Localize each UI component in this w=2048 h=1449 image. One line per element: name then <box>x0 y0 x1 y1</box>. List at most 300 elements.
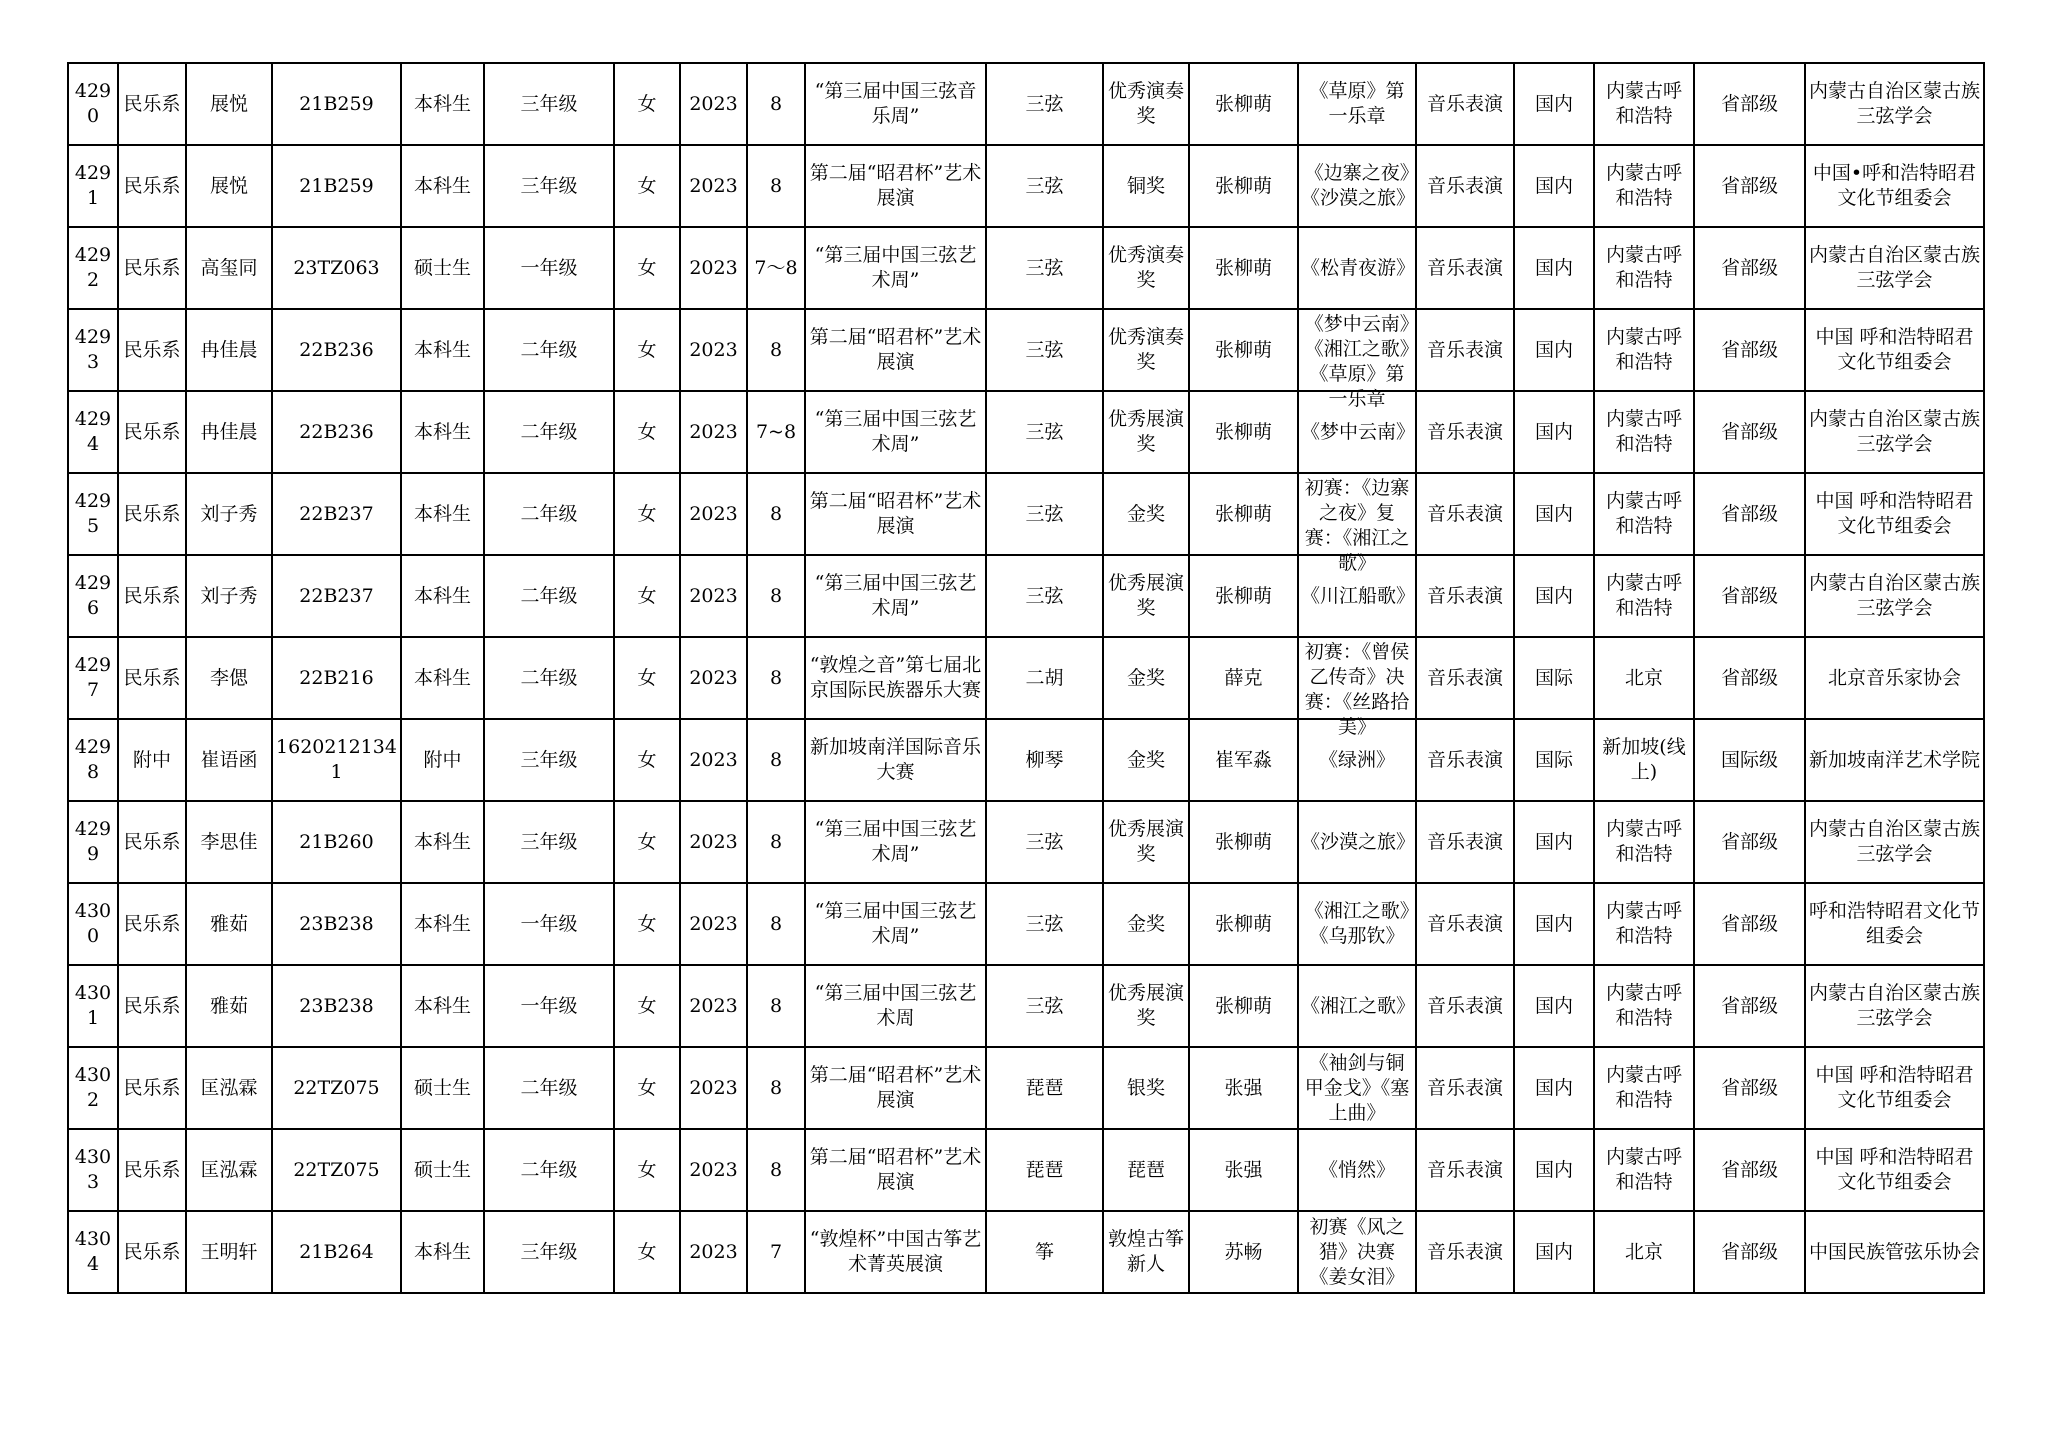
teacher-cell <box>1189 555 1298 637</box>
instrument-text: 琵琶 <box>1025 1158 1064 1181</box>
rank-text: 省部级 <box>1720 994 1778 1017</box>
degree-level-cell <box>401 883 484 965</box>
student-id-text: 22TZ075 <box>293 1076 380 1099</box>
gender-text: 女 <box>637 748 657 771</box>
organizer-cell <box>1805 883 1984 965</box>
rank-text: 省部级 <box>1720 1158 1778 1181</box>
grade-text: 二年级 <box>520 1158 578 1181</box>
category-text: 音乐表演 <box>1426 502 1503 525</box>
record-number-text: 4296 <box>74 572 112 619</box>
award-text: 优秀演奏奖 <box>1107 80 1184 127</box>
teacher-text: 张柳萌 <box>1214 338 1272 361</box>
category-cell <box>1416 309 1514 391</box>
record-number-cell <box>68 719 118 801</box>
organizer-text: 中国 呼和浩特昭君文化节组委会 <box>1815 490 1974 537</box>
month-cell <box>747 555 805 637</box>
rank-cell <box>1694 637 1805 719</box>
year-text: 2023 <box>689 92 738 115</box>
repertoire-cell <box>1298 801 1416 883</box>
grade-cell <box>484 637 614 719</box>
gender-text: 女 <box>637 420 657 443</box>
teacher-text: 张柳萌 <box>1214 912 1272 935</box>
table-row <box>68 883 1984 965</box>
rank-text: 省部级 <box>1720 912 1778 935</box>
scope-text: 国内 <box>1534 1158 1573 1181</box>
grade-text: 三年级 <box>520 92 578 115</box>
gender-text: 女 <box>637 174 657 197</box>
competition-name-text: 新加坡南洋国际音乐大赛 <box>809 736 981 783</box>
award-cell <box>1103 1047 1189 1129</box>
scope-text: 国内 <box>1534 338 1573 361</box>
year-cell <box>680 637 747 719</box>
month-cell <box>747 637 805 719</box>
location-text: 内蒙古呼和浩特 <box>1605 900 1682 947</box>
year-cell <box>680 391 747 473</box>
grade-cell <box>484 63 614 145</box>
department-cell <box>118 63 186 145</box>
scope-text: 国内 <box>1534 1240 1573 1263</box>
degree-level-cell <box>401 1047 484 1129</box>
teacher-text: 张柳萌 <box>1214 174 1272 197</box>
grade-text: 二年级 <box>520 338 578 361</box>
degree-level-text: 本科生 <box>413 174 471 197</box>
year-text: 2023 <box>689 584 738 607</box>
grade-text: 二年级 <box>520 1076 578 1099</box>
grade-cell <box>484 473 614 555</box>
scope-text: 国内 <box>1534 912 1573 935</box>
gender-text: 女 <box>637 584 657 607</box>
instrument-cell <box>986 719 1103 801</box>
teacher-text: 薛克 <box>1224 666 1263 689</box>
award-cell <box>1103 473 1189 555</box>
teacher-cell <box>1189 1211 1298 1293</box>
teacher-text: 张柳萌 <box>1214 502 1272 525</box>
category-text: 音乐表演 <box>1426 994 1503 1017</box>
year-cell <box>680 1129 747 1211</box>
table-row <box>68 637 1984 719</box>
table-row <box>68 1047 1984 1129</box>
degree-level-text: 附中 <box>423 748 462 771</box>
teacher-cell <box>1189 63 1298 145</box>
rank-cell <box>1694 801 1805 883</box>
student-id-cell <box>272 555 401 637</box>
scope-cell <box>1514 391 1594 473</box>
record-number-cell <box>68 555 118 637</box>
category-cell <box>1416 1047 1514 1129</box>
instrument-text: 三弦 <box>1025 256 1064 279</box>
table-row <box>68 145 1984 227</box>
year-text: 2023 <box>689 1240 738 1263</box>
organizer-text: 中国民族管弦乐协会 <box>1808 1240 1980 1263</box>
instrument-text: 琵琶 <box>1025 1076 1064 1099</box>
teacher-cell <box>1189 883 1298 965</box>
rank-text: 省部级 <box>1720 1076 1778 1099</box>
scope-cell <box>1514 1211 1594 1293</box>
scope-cell <box>1514 473 1594 555</box>
student-name-text: 雅茹 <box>209 912 248 935</box>
record-number-text: 4292 <box>74 244 112 291</box>
instrument-text: 三弦 <box>1025 502 1064 525</box>
month-cell <box>747 883 805 965</box>
repertoire-cell <box>1298 883 1416 965</box>
instrument-cell <box>986 1047 1103 1129</box>
year-cell <box>680 1211 747 1293</box>
record-number-text: 4298 <box>74 736 112 783</box>
award-cell <box>1103 145 1189 227</box>
category-text: 音乐表演 <box>1426 748 1503 771</box>
department-cell <box>118 801 186 883</box>
category-text: 音乐表演 <box>1426 338 1503 361</box>
month-cell <box>747 145 805 227</box>
student-id-text: 22B216 <box>299 666 374 689</box>
competition-name-cell <box>805 719 986 801</box>
month-cell <box>747 801 805 883</box>
student-id-cell <box>272 63 401 145</box>
student-id-cell <box>272 227 401 309</box>
rank-cell <box>1694 965 1805 1047</box>
record-number-cell <box>68 309 118 391</box>
location-cell <box>1594 1211 1694 1293</box>
table-row <box>68 227 1984 309</box>
location-text: 内蒙古呼和浩特 <box>1605 244 1682 291</box>
year-text: 2023 <box>689 256 738 279</box>
month-text: 7 <box>769 1240 783 1263</box>
scope-text: 国际 <box>1534 748 1573 771</box>
organizer-text: 中国•呼和浩特昭君文化节组委会 <box>1812 162 1977 209</box>
instrument-text: 三弦 <box>1025 420 1064 443</box>
gender-text: 女 <box>637 1158 657 1181</box>
teacher-cell <box>1189 965 1298 1047</box>
instrument-text: 三弦 <box>1025 338 1064 361</box>
instrument-text: 二胡 <box>1025 666 1064 689</box>
organizer-cell <box>1805 1129 1984 1211</box>
degree-level-text: 本科生 <box>413 830 471 853</box>
award-text: 敦煌古筝新人 <box>1107 1228 1184 1275</box>
student-id-text: 16202121341 <box>276 736 397 783</box>
grade-text: 三年级 <box>520 748 578 771</box>
student-id-text: 22B237 <box>299 502 374 525</box>
student-id-cell <box>272 719 401 801</box>
record-number-cell <box>68 883 118 965</box>
organizer-cell <box>1805 1211 1984 1293</box>
grade-cell <box>484 1211 614 1293</box>
repertoire-text: 《悄然》 <box>1318 1158 1395 1181</box>
competition-name-text: “第三届中国三弦艺术周” <box>814 244 977 291</box>
degree-level-text: 本科生 <box>413 994 471 1017</box>
rank-text: 省部级 <box>1720 666 1778 689</box>
category-cell <box>1416 1211 1514 1293</box>
year-text: 2023 <box>689 420 738 443</box>
repertoire-text: 《袖剑与铜甲金戈》《塞上曲》 <box>1304 1051 1410 1124</box>
record-number-text: 4302 <box>74 1064 112 1111</box>
location-cell <box>1594 1129 1694 1211</box>
instrument-cell <box>986 965 1103 1047</box>
scope-cell <box>1514 1129 1594 1211</box>
degree-level-text: 本科生 <box>413 420 471 443</box>
award-cell <box>1103 637 1189 719</box>
year-cell <box>680 473 747 555</box>
scope-cell <box>1514 965 1594 1047</box>
repertoire-cell <box>1298 63 1416 145</box>
department-cell <box>118 227 186 309</box>
repertoire-text: 《沙漠之旅》 <box>1301 830 1416 853</box>
degree-level-cell <box>401 965 484 1047</box>
record-number-cell <box>68 473 118 555</box>
department-text: 民乐系 <box>123 1158 181 1181</box>
award-text: 优秀演奏奖 <box>1107 326 1184 373</box>
category-text: 音乐表演 <box>1426 912 1503 935</box>
location-cell <box>1594 801 1694 883</box>
repertoire-cell <box>1298 309 1416 410</box>
instrument-text: 三弦 <box>1025 92 1064 115</box>
location-text: 内蒙古呼和浩特 <box>1605 80 1682 127</box>
department-cell <box>118 883 186 965</box>
student-id-text: 23B238 <box>299 912 374 935</box>
rank-text: 省部级 <box>1720 830 1778 853</box>
organizer-text: 内蒙古自治区蒙古族三弦学会 <box>1808 80 1980 127</box>
record-number-text: 4290 <box>74 80 112 127</box>
student-name-cell <box>186 965 272 1047</box>
location-text: 内蒙古呼和浩特 <box>1605 326 1682 373</box>
student-name-text: 匡泓霖 <box>200 1076 258 1099</box>
department-text: 民乐系 <box>123 666 181 689</box>
location-cell <box>1594 1047 1694 1129</box>
competition-name-text: 第二届“昭君杯”艺术展演 <box>809 162 982 209</box>
category-text: 音乐表演 <box>1426 1158 1503 1181</box>
rank-cell <box>1694 555 1805 637</box>
month-text: 8 <box>769 92 783 115</box>
instrument-text: 三弦 <box>1025 174 1064 197</box>
degree-level-text: 本科生 <box>413 92 471 115</box>
table-row <box>68 309 1984 391</box>
teacher-text: 张柳萌 <box>1214 994 1272 1017</box>
department-text: 民乐系 <box>123 912 181 935</box>
category-text: 音乐表演 <box>1426 830 1503 853</box>
gender-cell <box>614 1211 680 1293</box>
degree-level-text: 本科生 <box>413 584 471 607</box>
record-number-cell <box>68 1047 118 1129</box>
gender-text: 女 <box>637 1240 657 1263</box>
student-name-cell <box>186 555 272 637</box>
organizer-text: 内蒙古自治区蒙古族三弦学会 <box>1808 244 1980 291</box>
month-cell <box>747 227 805 309</box>
repertoire-cell <box>1298 1129 1416 1211</box>
organizer-cell <box>1805 637 1984 719</box>
record-number-cell <box>68 145 118 227</box>
location-text: 内蒙古呼和浩特 <box>1605 408 1682 455</box>
year-text: 2023 <box>689 994 738 1017</box>
record-number-cell <box>68 63 118 145</box>
department-cell <box>118 555 186 637</box>
teacher-cell <box>1189 1047 1298 1129</box>
month-text: 8 <box>769 748 783 771</box>
gender-text: 女 <box>637 666 657 689</box>
grade-text: 二年级 <box>520 666 578 689</box>
grade-text: 二年级 <box>520 584 578 607</box>
repertoire-cell <box>1298 965 1416 1047</box>
organizer-cell <box>1805 719 1984 801</box>
organizer-cell <box>1805 227 1984 309</box>
repertoire-cell <box>1298 637 1416 738</box>
location-text: 内蒙古呼和浩特 <box>1605 572 1682 619</box>
student-name-cell <box>186 883 272 965</box>
gender-cell <box>614 965 680 1047</box>
category-text: 音乐表演 <box>1426 1076 1503 1099</box>
gender-cell <box>614 1129 680 1211</box>
year-cell <box>680 145 747 227</box>
student-name-text: 李思佳 <box>200 830 258 853</box>
department-cell <box>118 391 186 473</box>
teacher-text: 张柳萌 <box>1214 830 1272 853</box>
organizer-text: 新加坡南洋艺术学院 <box>1808 748 1980 771</box>
teacher-text: 张柳萌 <box>1214 92 1272 115</box>
degree-level-text: 本科生 <box>413 338 471 361</box>
repertoire-text: 初赛：《曾侯乙传奇》决赛：《丝路拾美》 <box>1304 641 1410 738</box>
instrument-text: 筝 <box>1034 1240 1054 1263</box>
awards-table <box>67 62 1985 1294</box>
degree-level-cell <box>401 719 484 801</box>
year-text: 2023 <box>689 1076 738 1099</box>
rank-text: 省部级 <box>1720 338 1778 361</box>
location-cell <box>1594 227 1694 309</box>
department-text: 民乐系 <box>123 174 181 197</box>
scope-cell <box>1514 555 1594 637</box>
student-id-text: 21B259 <box>299 174 374 197</box>
department-text: 民乐系 <box>123 92 181 115</box>
award-text: 优秀展演奖 <box>1107 982 1184 1029</box>
gender-cell <box>614 63 680 145</box>
record-number-text: 4291 <box>74 162 112 209</box>
competition-name-cell <box>805 883 986 965</box>
gender-text: 女 <box>637 256 657 279</box>
department-cell <box>118 1211 186 1293</box>
repertoire-text: 《边寨之夜》《沙漠之旅》 <box>1301 162 1416 209</box>
category-text: 音乐表演 <box>1426 174 1503 197</box>
teacher-cell <box>1189 145 1298 227</box>
repertoire-text: 初赛：《边寨之夜》复赛：《湘江之歌》 <box>1304 477 1410 574</box>
department-text: 民乐系 <box>123 256 181 279</box>
month-cell <box>747 63 805 145</box>
competition-name-text: 第二届“昭君杯”艺术展演 <box>809 1064 982 1111</box>
student-name-cell <box>186 637 272 719</box>
category-cell <box>1416 391 1514 473</box>
student-id-cell <box>272 883 401 965</box>
location-cell <box>1594 309 1694 391</box>
organizer-text: 中国 呼和浩特昭君文化节组委会 <box>1815 1146 1974 1193</box>
degree-level-text: 硕士生 <box>413 256 471 279</box>
department-text: 民乐系 <box>123 1240 181 1263</box>
competition-name-cell <box>805 1129 986 1211</box>
instrument-cell <box>986 637 1103 719</box>
record-number-text: 4303 <box>74 1146 112 1193</box>
category-cell <box>1416 883 1514 965</box>
student-id-cell <box>272 1129 401 1211</box>
gender-cell <box>614 719 680 801</box>
student-name-cell <box>186 473 272 555</box>
gender-cell <box>614 1047 680 1129</box>
degree-level-cell <box>401 801 484 883</box>
category-text: 音乐表演 <box>1426 92 1503 115</box>
student-id-cell <box>272 145 401 227</box>
award-cell <box>1103 965 1189 1047</box>
month-text: 7~8 <box>755 420 797 443</box>
teacher-cell <box>1189 309 1298 391</box>
grade-text: 三年级 <box>520 174 578 197</box>
repertoire-cell <box>1298 1047 1416 1129</box>
record-number-cell <box>68 391 118 473</box>
instrument-cell <box>986 227 1103 309</box>
instrument-cell <box>986 63 1103 145</box>
award-text: 优秀展演奖 <box>1107 572 1184 619</box>
student-name-cell <box>186 1129 272 1211</box>
category-cell <box>1416 227 1514 309</box>
month-text: 8 <box>769 912 783 935</box>
student-name-text: 匡泓霖 <box>200 1158 258 1181</box>
student-name-text: 冉佳晨 <box>200 338 258 361</box>
organizer-text: 内蒙古自治区蒙古族三弦学会 <box>1808 408 1980 455</box>
instrument-text: 三弦 <box>1025 584 1064 607</box>
record-number-cell <box>68 227 118 309</box>
competition-name-cell <box>805 555 986 637</box>
organizer-text: 内蒙古自治区蒙古族三弦学会 <box>1808 572 1980 619</box>
department-cell <box>118 719 186 801</box>
location-cell <box>1594 719 1694 801</box>
rank-text: 省部级 <box>1720 174 1778 197</box>
teacher-cell <box>1189 719 1298 801</box>
competition-name-cell <box>805 1047 986 1129</box>
gender-text: 女 <box>637 92 657 115</box>
student-name-text: 雅茹 <box>209 994 248 1017</box>
scope-text: 国内 <box>1534 830 1573 853</box>
table-row <box>68 801 1984 883</box>
category-text: 音乐表演 <box>1426 584 1503 607</box>
award-text: 银奖 <box>1126 1076 1165 1099</box>
degree-level-cell <box>401 63 484 145</box>
location-text: 北京 <box>1624 1240 1663 1263</box>
repertoire-text: 初赛《风之猎》决赛《姜女泪》 <box>1309 1215 1405 1288</box>
degree-level-cell <box>401 391 484 473</box>
month-text: 8 <box>769 666 783 689</box>
year-text: 2023 <box>689 338 738 361</box>
location-cell <box>1594 637 1694 719</box>
grade-cell <box>484 719 614 801</box>
student-id-cell <box>272 801 401 883</box>
competition-name-cell <box>805 473 986 555</box>
category-text: 音乐表演 <box>1426 420 1503 443</box>
student-name-cell <box>186 1047 272 1129</box>
month-text: 8 <box>769 830 783 853</box>
teacher-text: 张强 <box>1224 1158 1263 1181</box>
gender-cell <box>614 473 680 555</box>
degree-level-cell <box>401 309 484 391</box>
year-text: 2023 <box>689 1158 738 1181</box>
teacher-cell <box>1189 227 1298 309</box>
repertoire-cell <box>1298 145 1416 227</box>
student-name-text: 展悦 <box>209 92 248 115</box>
student-name-text: 李偲 <box>209 666 248 689</box>
organizer-cell <box>1805 801 1984 883</box>
year-cell <box>680 227 747 309</box>
student-id-cell <box>272 309 401 391</box>
organizer-cell <box>1805 63 1984 145</box>
organizer-cell <box>1805 309 1984 391</box>
location-text: 内蒙古呼和浩特 <box>1605 982 1682 1029</box>
student-id-cell <box>272 1211 401 1293</box>
repertoire-text: 《绿洲》 <box>1318 748 1395 771</box>
gender-cell <box>614 309 680 391</box>
year-text: 2023 <box>689 502 738 525</box>
degree-level-cell <box>401 473 484 555</box>
